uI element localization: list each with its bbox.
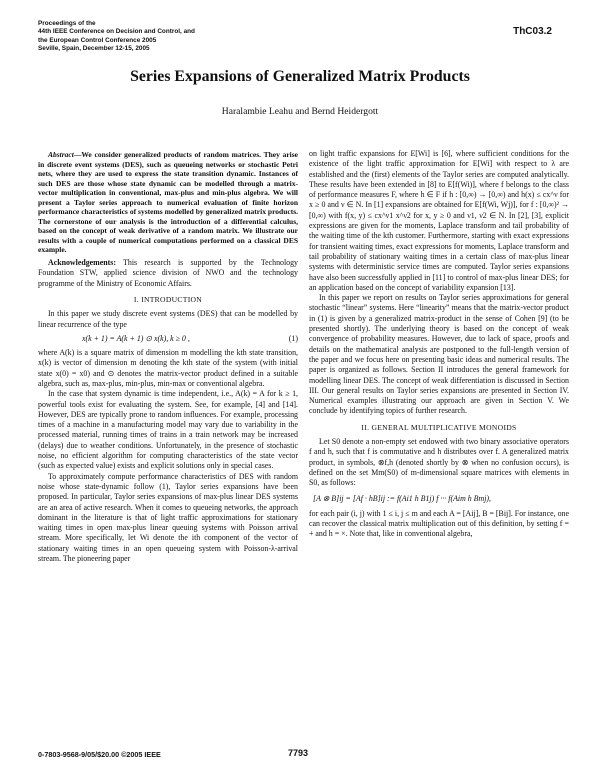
paper-title: Series Expansions of Generalized Matrix Products <box>130 68 470 85</box>
paragraph: where A(k) is a square matrix of dimension m modelling the kth state transition, x(k) is vector of dimension m denoting the kth state of the system (with initial state x(0) = x0) and ⊙ denotes the matrix-vector product defined in a suitable algebra, such as, max-plus, min-plus, min-max or conventional algebra. <box>38 348 298 388</box>
abstract-text: —We consider generalized products of random matrices. They arise in discrete event systems (DES), such as queueing networks or stochastic Petri nets, where they are used to express the state transition dynamic. Instances of such DES are those whose state dynamic can be modelled through a matrix-vector multiplication in conventional, max-plus and min-plus algebra. We will present a Taylor series approach to numerical evaluation of finite horizon performance characteristics of systems modelled by generalized matrix products. The cornerstone of our analysis is the introduction of a differential calculus, based on the concept of weak derivative of a random matrix. We illustrate our results with a couple of numerical computations performed on a classical DES example. <box>38 150 298 255</box>
proceedings-line: the European Control Conference 2005 <box>38 36 157 44</box>
paragraph: Let S0 denote a non-empty set endowed with two binary associative operators f and h, such that f is commutative and h distributes over f. A generalized matrix product, in symbols, ⊗f,h (denoted shortly by ⊗ when no confusion occurs), is defined on the set Mm(S0) of m-dimensional square matrices with elements in S0, as follows: <box>309 437 569 488</box>
paragraph: In the case that system dynamic is time independent, i.e., A(k) = A for k ≥ 1, powerful tools exist for evaluating the system. See, for example, [4] and [14]. However, DES are typically prone to random influences. For example, processing times of a machine in a manufacturing model may vary due to variability in the processed material, running times of trains in a train network may be increased (delays) due to weather conditions. Unfortunately, in the presence of stochastic noise, no efficient algorithm for computing characteristics of the state vector (such as expected value) exists and explicit solutions only in special cases. <box>38 389 298 471</box>
equation-2: [A ⊗ B]ij = [Af · hB]ij := f(Ai1 h B1j) f ··· f(Aim h Bmj), <box>313 493 491 503</box>
equation-1 <box>38 334 298 344</box>
ack-text: This research is supported by the Technology Foundation STW, applied science division of NWO and the technology programme of the Ministry of Economic Affairs. <box>38 258 298 288</box>
equation-body: x(k + 1) = A(k + 1) ⊙ x(k), k ≥ 0 , <box>82 333 190 343</box>
proceedings-header <box>38 20 338 53</box>
paragraph: In this paper we study discrete event systems (DES) that can be modelled by linear recurrence of the type <box>38 309 298 329</box>
acknowledgements <box>38 258 298 289</box>
proceedings-line: Proceedings of the <box>38 20 96 27</box>
section-heading: I. INTRODUCTION <box>133 294 203 304</box>
paragraph: for each pair (i, j) with 1 ≤ i, j ≤ m and each A = [Aij], B = [Bij]. For instance, one can recover the classical matrix multiplication out of this definition, by setting f = + and h = ×. Note that, like in conventional algebra, <box>309 508 569 539</box>
left-column <box>38 150 298 740</box>
proceedings-line: Seville, Spain, December 12-15, 2005 <box>38 44 150 52</box>
right-column <box>309 149 569 739</box>
isbn-footer: 0-7803-9568-9/05/$20.00 ©2005 IEEE <box>38 750 161 759</box>
proceedings-line: 44th IEEE Conference on Decision and Control, and <box>38 28 195 36</box>
equation-number: (1) <box>288 333 298 343</box>
ack-label: Acknowledgements: <box>48 258 116 268</box>
paper-authors: Haralambie Leahu and Bernd Heidergott <box>221 106 379 117</box>
page-number: 7793 <box>288 748 309 758</box>
paragraph: In this paper we report on results on Taylor series approximations for general stochastic “linear” systems. Here “linearity” means that the matrix-vector product in (1) is given by a generalized matrix-product in the sense of Cohen [9] (to be presented shortly). The underlying theory is based on the concept of weak convergence of probability measures. However, due to lack of space, proofs and details on the mathematical analysis are postponed to the full-length version of the paper and we focus here on presenting basic ideas and numerical results. The paper is organized as follows. Section II introduces the general framework for modelling linear DES. The concept of weak differentiation is discussed in Section III. Our general results on Taylor series expansions are presented in Section IV. Numerical examples illustrating our approach are given in Section V. We conclude by identifying topics of further research. <box>309 293 569 416</box>
paragraph: on light traffic expansions for E[Wi] is [6], where sufficient conditions for the existence of the light traffic approximation for E[Wi] with respect to λ are established and the (first) elements of the Taylor series are computed analytically. These results have been extended in [8] to E[f(Wi)], where f belongs to the class of performance measures F, where h ∈ F if h : [0,∞) → [0,∞) and h(x) ≤ cx^ν for x ≥ 0 and ν ∈ N. In [1] expansions are obtained for E[f(Wi, Wj)], for f : [0,∞)² → [0,∞) with f(x, y) ≤ cx^ν1 x^ν2 for x, y ≥ 0 and ν1, ν2 ∈ N. In [2], [3], explicit expressions are given for the moments, Laplace transform and tail probability of the waiting time of the kth customer. Furthermore, starting with exact expressions for transient waiting times, exact expressions for moments, Laplace transform and tail probability of stationary waiting times in a certain class of max-plus linear systems with deterministic service times are computed. Taylor series expansions have also been successfully applied in [11] to control of max-plus linear DES; for an application based on the concept of variability expansion [13]. <box>309 149 569 292</box>
abstract-label: Abstract <box>48 150 74 159</box>
paragraph: To approximately compute performance characteristics of DES with random noise whose state-dynamic follow (1), Taylor series expansions have been proposed. In particular, Taylor series expansions of max-plus linear DES systems are an area of active research. When it comes to queueing networks, the approach dominant in the literature is that of light traffic approximations for stationary waiting times in open max-plus linear queuing systems with Poisson arrival stream. More specifically, let Wi denote the ith component of the vector of stationary waiting times in an open queueing system with Poisson-λ-arrival stream. The pioneering paper <box>38 471 298 564</box>
section-heading: II. GENERAL MULTIPLICATIVE MONOIDS <box>361 422 517 432</box>
session-code: ThC03.2 <box>513 26 552 37</box>
abstract <box>38 150 298 255</box>
